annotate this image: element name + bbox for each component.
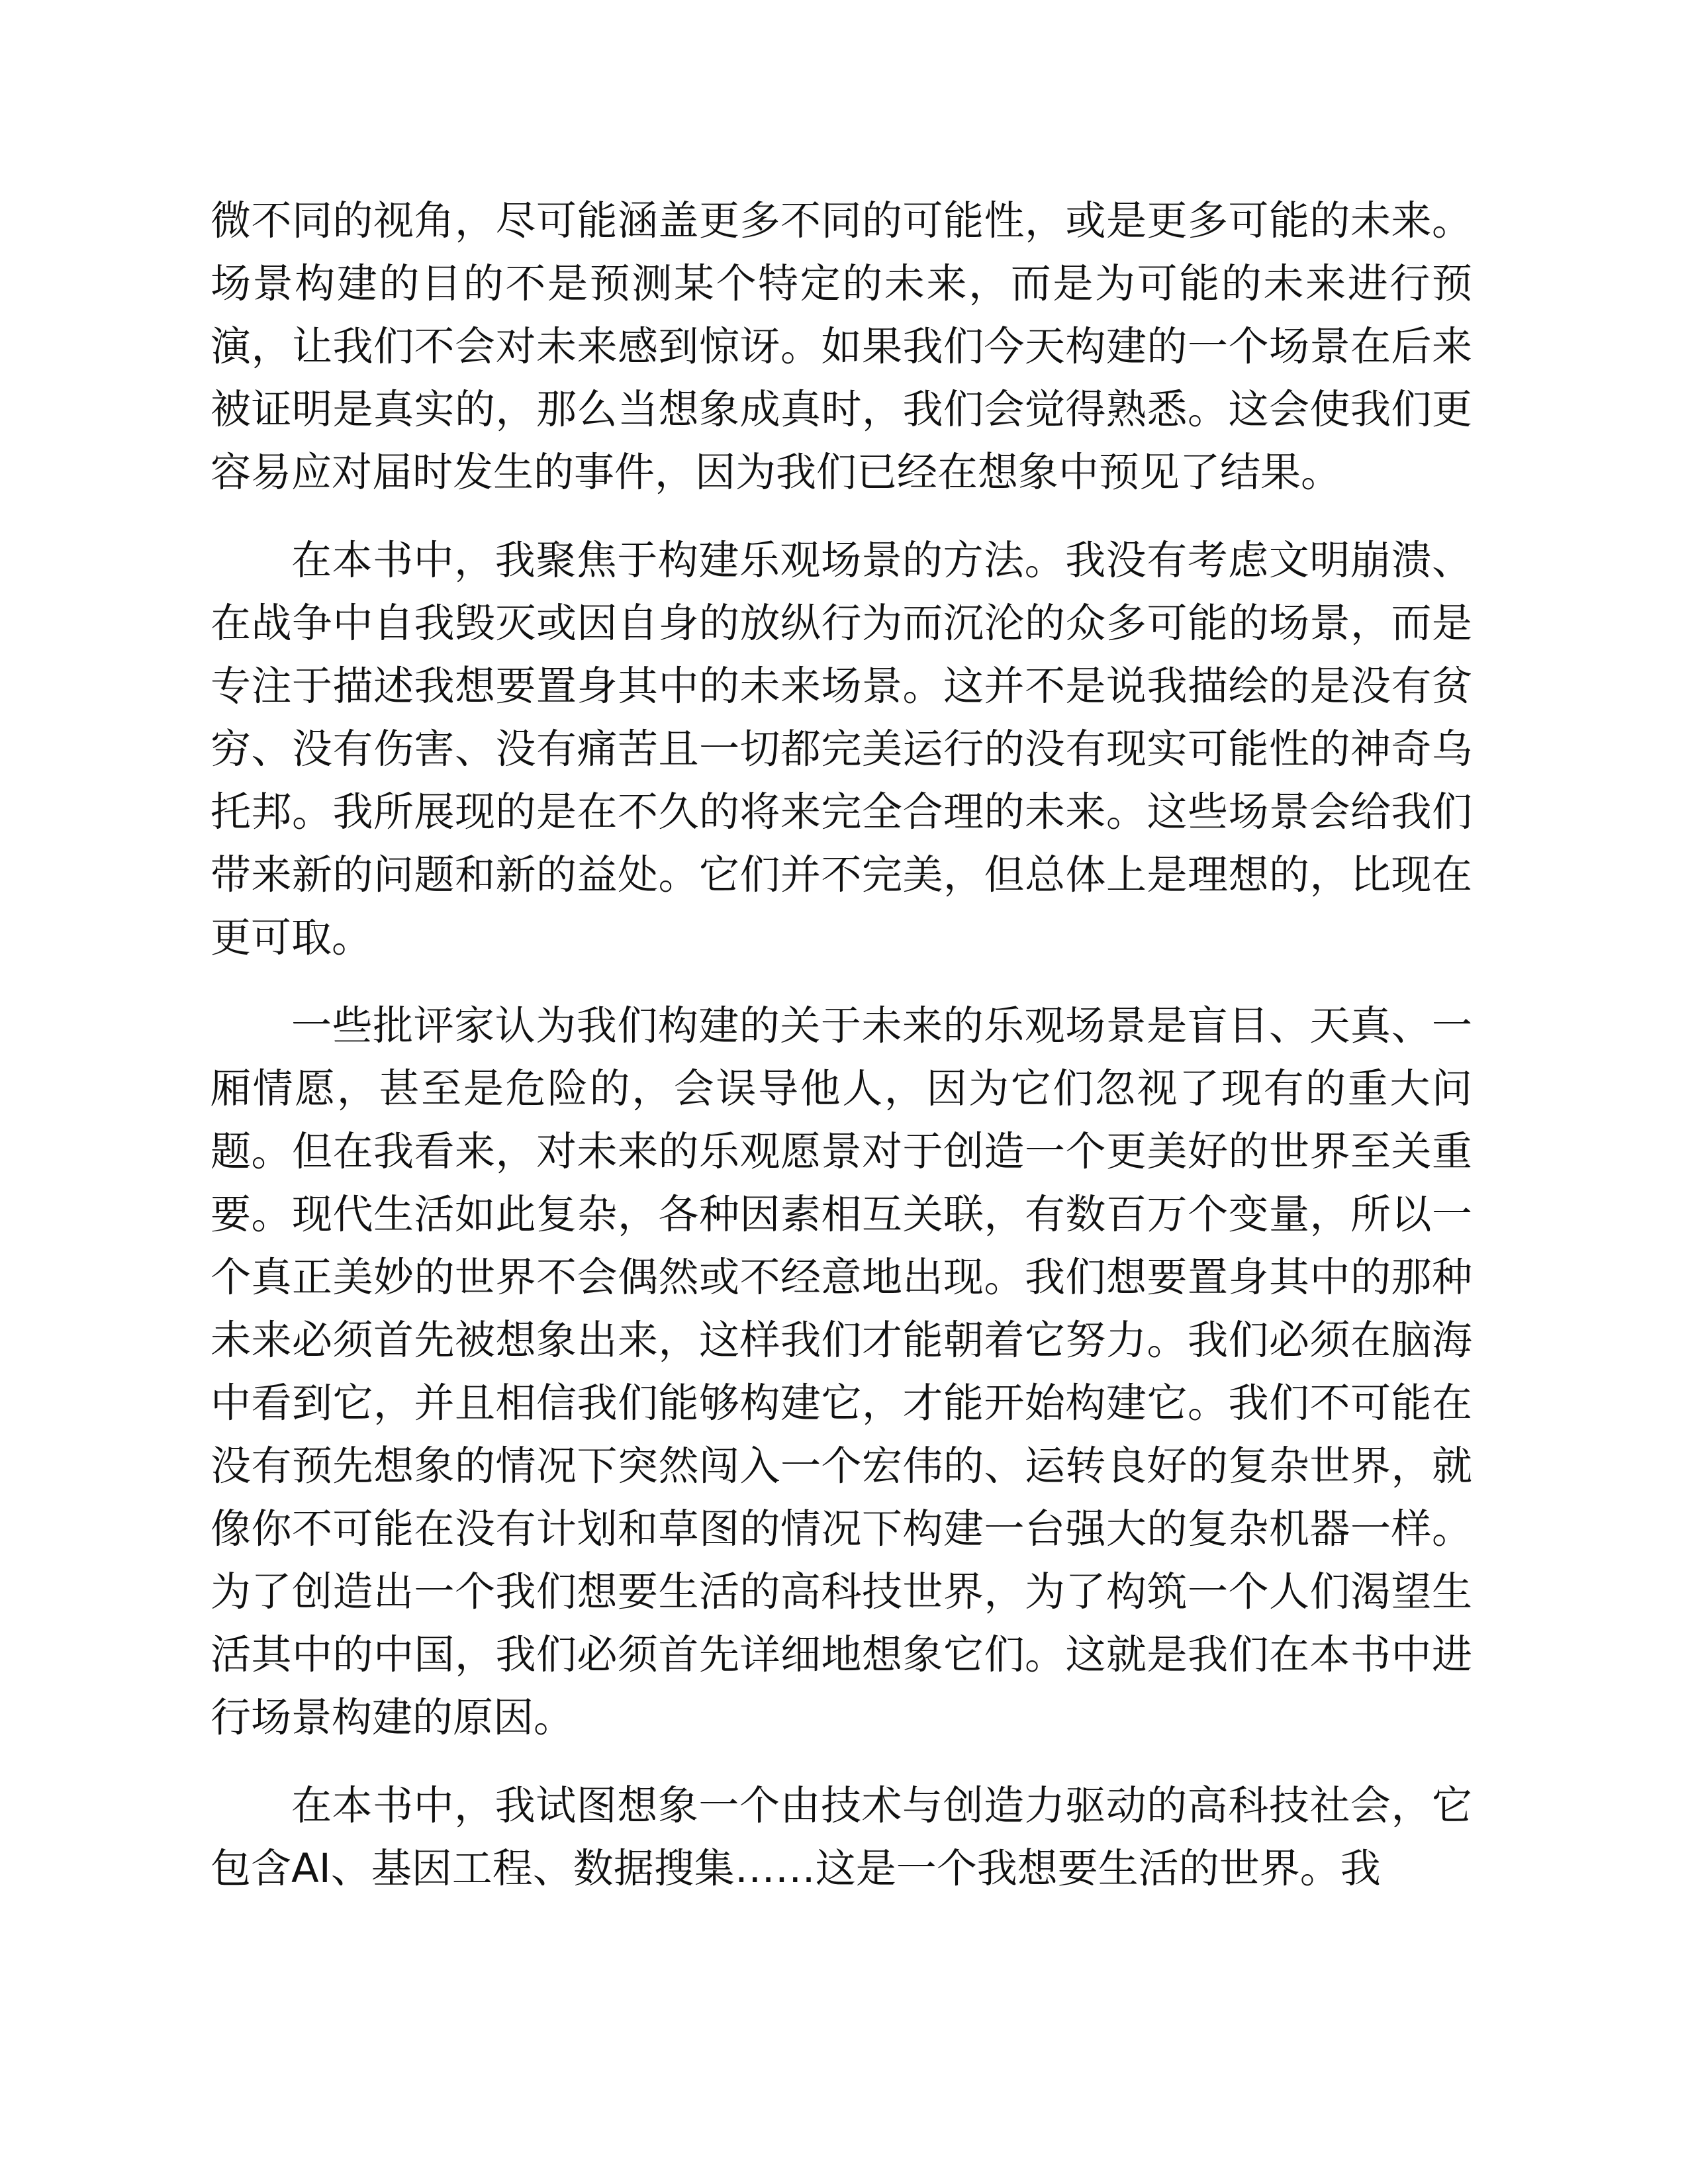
paragraph-high-tech-society: 在本书中，我试图想象一个由技术与创造力驱动的高科技社会，它包含AI、基因工程、数据搜集……这是一个我想要生活的世界。我 bbox=[211, 1782, 1472, 1892]
paragraph-optimistic-scenarios: 在本书中，我聚焦于构建乐观场景的方法。我没有考虑文明崩溃、在战争中自我毁灭或因自身的放纵行为而沉沦的众多可能的场景，而是专注于描述我想要置身其中的未来场景。这并不是说我描绘的是没有贫穷、没有伤害、没有痛苦且一切都完美运行的没有现实可能性的神奇乌托邦。我所展现的是在不久的将来完全合理的未来。这些场景会给我们带来新的问题和新的益处。它们并不完美，但总体上是理想的，比现在更可取。 bbox=[211, 537, 1472, 961]
body-text bbox=[211, 189, 1472, 1925]
paragraph-critics: 一些批评家认为我们构建的关于未来的乐观场景是盲目、天真、一厢情愿，甚至是危险的，会误导他人，因为它们忽视了现有的重大问题。但在我看来，对未来的乐观愿景对于创造一个更美好的世界至关重要。现代生活如此复杂，各种因素相互关联，有数百万个变量，所以一个真正美妙的世界不会偶然或不经意地出现。我们想要置身其中的那种未来必须首先被想象出来，这样我们才能朝着它努力。我们必须在脑海中看到它，并且相信我们能够构建它，才能开始构建它。我们不可能在没有预先想象的情况下突然闯入一个宏伟的、运转良好的复杂世界，就像你不可能在没有计划和草图的情况下构建一台强大的复杂机器一样。为了创造出一个我们想要生活的高科技世界，为了构筑一个人们渴望生活其中的中国，我们必须首先详细地想象它们。这就是我们在本书中进行场景构建的原因。 bbox=[211, 1002, 1472, 1741]
paragraph-continued: 微不同的视角，尽可能涵盖更多不同的可能性，或是更多可能的未来。场景构建的目的不是预测某个特定的未来，而是为可能的未来进行预演，让我们不会对未来感到惊讶。如果我们今天构建的一个场景在后来被证明是真实的，那么当想象成真时，我们会觉得熟悉。这会使我们更容易应对届时发生的事件，因为我们已经在想象中预见了结果。 bbox=[211, 197, 1472, 496]
